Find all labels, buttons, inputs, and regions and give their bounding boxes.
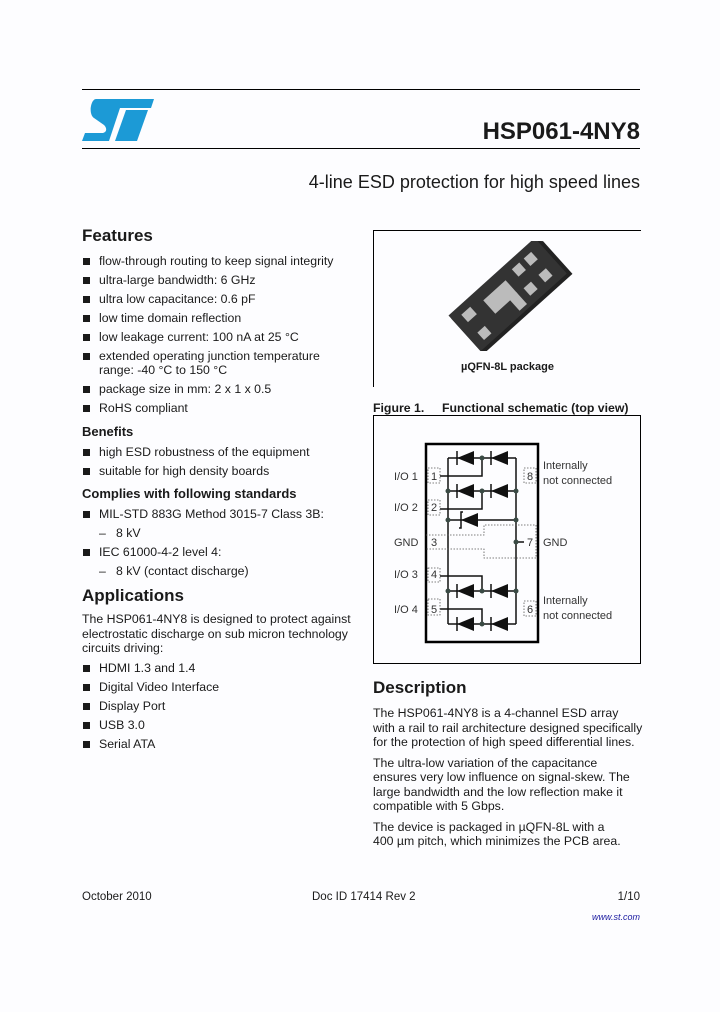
pin-number: 5	[431, 604, 438, 616]
list-item: HDMI 1.3 and 1.4	[82, 661, 357, 675]
description-paragraph: The ultra-low variation of the capacitance ensures very low influence on signal-skew. The large bandwidth and the low reflection make it compatible with 5 Gbps.	[373, 755, 630, 813]
nc-label: not connected	[543, 610, 613, 622]
figure-number: Figure 1.	[373, 401, 425, 415]
benefits-heading: Benefits	[82, 424, 134, 439]
pin-number: 4	[431, 569, 438, 581]
diode-icons	[446, 451, 519, 631]
header-rule-bottom	[82, 148, 640, 149]
list-item: ultra-large bandwidth: 6 GHz	[82, 273, 357, 287]
applications-list	[82, 661, 357, 751]
features-heading: Features	[82, 226, 153, 245]
footer-date: October 2010	[82, 891, 152, 903]
pin-label: I/O 4	[394, 604, 418, 616]
header-rule-top	[82, 89, 640, 90]
footer-page: 1/10	[617, 891, 640, 903]
benefits-list	[82, 445, 357, 478]
package-caption: µQFN-8L package	[461, 361, 554, 373]
schematic-figure	[373, 415, 641, 664]
standards-list	[82, 507, 357, 578]
list-item: high ESD robustness of the equipment	[82, 445, 357, 459]
description-section	[373, 678, 643, 849]
pin-number: 6	[527, 604, 534, 616]
pin-number: 2	[431, 502, 438, 514]
subtitle: 4-line ESD protection for high speed lines	[308, 172, 640, 192]
st-logo	[82, 96, 156, 144]
nc-label: Internally	[543, 595, 588, 607]
pin-label: I/O 1	[394, 471, 418, 483]
list-item: Display Port	[82, 699, 357, 713]
list-item: MIL-STD 883G Method 3015-7 Class 3B:	[82, 507, 357, 521]
standards-heading: Complies with following standards	[82, 486, 297, 501]
features-list	[82, 254, 357, 415]
applications-intro: The HSP061-4NY8 is designed to protect against electrostatic discharge on sub micron technology circuits driving:	[82, 612, 351, 655]
figure-title: Functional schematic (top view)	[442, 401, 629, 415]
pin-label: GND	[394, 537, 419, 549]
pin-number: 7	[527, 537, 534, 549]
list-subitem: 8 kV (contact discharge)	[116, 564, 249, 578]
footer-doc-id: Doc ID 17414 Rev 2	[312, 891, 416, 903]
nc-label: Internally	[543, 460, 588, 472]
list-item: Serial ATA	[82, 737, 357, 751]
list-item: RoHS compliant	[82, 401, 357, 415]
applications-heading: Applications	[82, 586, 185, 605]
list-item: Digital Video Interface	[82, 680, 357, 694]
description-paragraph: The device is packaged in µQFN-8L with a 400 µm pitch, which minimizes the PCB area.	[373, 819, 621, 848]
list-item: low leakage current: 100 nA at 25 °C	[82, 330, 357, 344]
pin-label: I/O 3	[394, 569, 418, 581]
left-column	[82, 226, 357, 756]
description-paragraph: The HSP061-4NY8 is a 4-channel ESD array with a rail to rail architecture designed specifically for the protection of high speed differential lines.	[373, 706, 643, 749]
pin-number: 8	[527, 471, 534, 483]
list-item: flow-through routing to keep signal integrity	[82, 254, 357, 268]
schematic-diagram	[374, 416, 640, 663]
list-item: extended operating junction temperature range: -40 °C to 150 °C	[82, 349, 357, 377]
gnd-label: GND	[543, 537, 568, 549]
list-item: low time domain reflection	[82, 311, 357, 325]
nc-label: not connected	[543, 475, 613, 487]
list-item: ultra low capacitance: 0.6 pF	[82, 292, 357, 306]
description-heading: Description	[373, 678, 467, 697]
list-item: package size in mm: 2 x 1 x 0.5	[82, 382, 357, 396]
package-figure	[373, 230, 641, 387]
pin-label: I/O 2	[394, 502, 418, 514]
footer-website-link[interactable]: www.st.com	[591, 912, 640, 922]
list-subitem: 8 kV	[116, 526, 141, 540]
list-item: USB 3.0	[82, 718, 357, 732]
list-item: IEC 61000-4-2 level 4:	[82, 545, 357, 559]
list-item: suitable for high density boards	[82, 464, 357, 478]
pin-number: 1	[431, 471, 438, 483]
package-image	[444, 241, 574, 351]
part-number: HSP061-4NY8	[482, 118, 640, 145]
pin-number: 3	[431, 537, 438, 549]
